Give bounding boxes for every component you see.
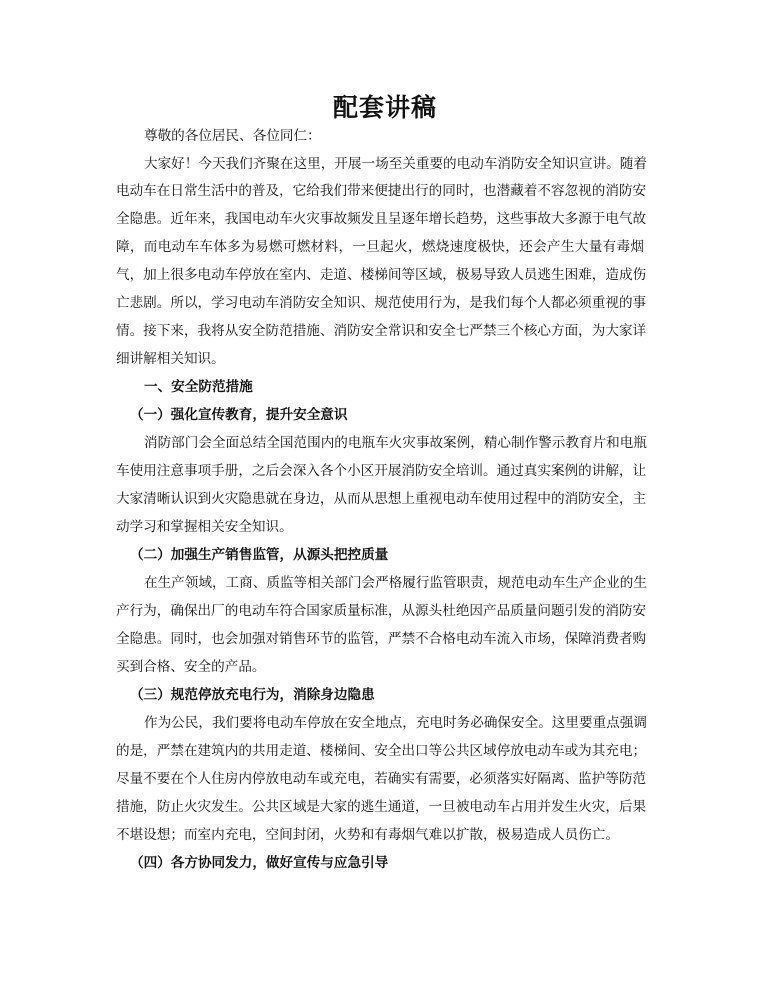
body-line: 消防部门会全面总结全国范围内的电瓶车火灾事故案例，精心制作警示教育片和电瓶 (144, 435, 647, 451)
subsection-heading: （一）强化宣传教育，提升安全意识 (130, 407, 348, 423)
body-line: 买到合格、安全的产品。 (116, 659, 266, 675)
body-line: 大家清晰认识到火灾隐患就在身边，从而从思想上重视电动车使用过程中的消防安全，主 (116, 491, 647, 507)
greeting: 尊敬的各位居民、各位同仁： (144, 128, 321, 144)
intro-line: 障，而电动车车体多为易燃可燃材料，一旦起火，燃烧速度极快，还会产生大量有毒烟 (116, 239, 644, 255)
body-line: 车使用注意事项手册，之后会深入各个小区开展消防安全培训。通过真实案例的讲解，让 (116, 463, 647, 479)
intro-line: 大家好！今天我们齐聚在这里，开展一场至关重要的电动车消防安全知识宣讲。随着 (144, 156, 647, 172)
intro-line: 亡悲剧。所以，学习电动车消防安全知识、规范使用行为，是我们每个人都必须重视的事 (116, 295, 647, 311)
body-line: 产行为，确保出厂的电动车符合国家质量标准，从源头杜绝因产品质量问题引发的消防安 (116, 603, 647, 619)
body-line: 全隐患。同时，也会加强对销售环节的监管，严禁不合格电动车流入市场，保障消费者购 (116, 631, 647, 647)
body-line: 不堪设想；而室内充电，空间封闭，火势和有毒烟气难以扩散，极易造成人员伤亡。 (116, 827, 619, 843)
intro-line: 细讲解相关知识。 (116, 351, 225, 367)
section-heading: 一、安全防范措施 (144, 379, 253, 395)
body-line: 作为公民，我们要将电动车停放在安全地点，充电时务必确保安全。这里要重点强调 (144, 715, 647, 731)
intro-line: 全隐患。近年来，我国电动车火灾事故频发且呈逐年增长趋势，这些事故大多源于电气故 (116, 211, 647, 227)
page-title: 配套讲稿 (332, 93, 437, 122)
body-line: 的是，严禁在建筑内的共用走道、楼梯间、安全出口等公共区域停放电动车或为其充电； (116, 743, 647, 759)
subsection-heading: （二）加强生产销售监管，从源头把控质量 (130, 547, 389, 563)
subsection-heading: （四）各方协同发力，做好宣传与应急引导 (130, 855, 389, 871)
body-line: 尽量不要在个人住房内停放电动车或充电，若确实有需要，必须落实好隔离、监护等防范 (116, 771, 647, 787)
intro-line: 情。接下来，我将从安全防范措施、消防安全常识和安全七严禁三个核心方面，为大家详 (116, 323, 647, 339)
body-line: 在生产领域，工商、质监等相关部门会严格履行监管职责，规范电动车生产企业的生 (144, 575, 647, 591)
intro-line: 气，加上很多电动车停放在室内、走道、楼梯间等区域，极易导致人员逃生困难，造成伤 (116, 267, 647, 283)
intro-line: 电动车在日常生活中的普及，它给我们带来便捷出行的同时，也潜藏着不容忽视的消防安 (116, 183, 647, 199)
body-line: 措施，防止火灾发生。公共区域是大家的逃生通道，一旦被电动车占用并发生火灾，后果 (116, 799, 647, 815)
body-line: 动学习和掌握相关安全知识。 (116, 519, 293, 535)
subsection-heading: （三）规范停放充电行为，消除身边隐患 (130, 687, 375, 703)
